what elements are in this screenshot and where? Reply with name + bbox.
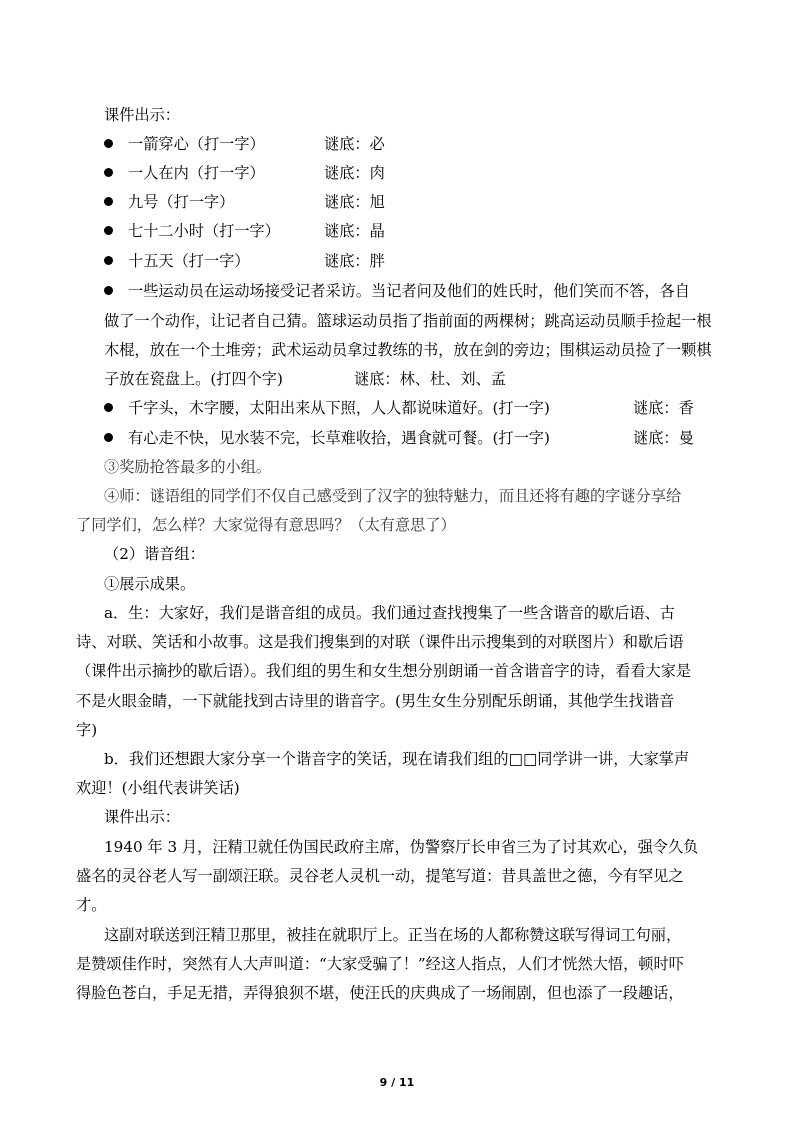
paragraph-line: 字) [76, 721, 98, 739]
paragraph-line: 不是火眼金睛，一下就能找到古诗里的谐音字。(男生女生分别配乐朗诵，其他学生找谐音 [76, 692, 675, 710]
paragraph-line: 欢迎！(小组代表讲笑话) [76, 779, 240, 797]
bullet-icon [104, 427, 128, 449]
paragraph-line: 做了一个动作，让记者自己猜。篮球运动员指了指前面的两棵树；跳高运动员顺手捡起一根 [104, 312, 712, 330]
paragraph-line: 木棍，放在一个土堆旁；武术运动员拿过教练的书，放在剑的旁边；围棋运动员捡了一颗棋 [104, 341, 712, 359]
riddle-answer: 谜底：胖 [324, 252, 385, 270]
paragraph-line: ④师：谜语组的同学们不仅自己感受到了汉字的独特魅力，而且还将有趣的字谜分享给 [104, 487, 682, 505]
riddle-answer: 谜底：必 [324, 135, 385, 153]
riddle-answer: 谜底：香 [633, 399, 694, 417]
list-item [104, 162, 265, 184]
paragraph-line: 子放在瓷盘上。(打四个字) [104, 370, 283, 388]
riddle-answer: 谜底：肉 [324, 164, 385, 182]
bullet-icon [104, 133, 128, 155]
list-item [104, 220, 280, 242]
paragraph-line: 1940 年 3 月，汪精卫就任伪国民政府主席，伪警察厅长申省三为了讨其欢心，强令久负 [104, 838, 699, 856]
paragraph-line: ①展示成果。 [104, 575, 196, 593]
paragraph-line: 这副对联送到汪精卫那里，被挂在就职厅上。正当在场的人都称赞这联写得词工句丽， [104, 926, 682, 944]
paragraph-line: 盛名的灵谷老人写一副颂汪联。灵谷老人灵机一动，提笔写道：昔具盖世之德，今有罕见之 [76, 867, 684, 885]
list-item [104, 280, 690, 302]
list-item [104, 250, 250, 272]
riddle-question: 七十二小时（打一字） [128, 222, 280, 240]
riddle-question: 千字头，木字腰，太阳出来从下照，人人都说味道好。(打一字) [128, 399, 550, 417]
kejian-label: 课件出示： [104, 808, 180, 826]
section-heading: （2）谐音组： [104, 545, 205, 563]
page-number: 9 / 11 [379, 1076, 415, 1089]
list-item [104, 191, 234, 213]
paragraph-line: b．我们还想跟大家分享一个谐音字的笑话，现在请我们组的□□同学讲一讲，大家掌声 [104, 750, 690, 768]
list-item [104, 397, 550, 419]
riddle-question: 十五天（打一字） [128, 252, 250, 270]
paragraph-line: 了同学们，怎么样？大家觉得有意思吗？（太有意思了） [76, 516, 456, 534]
paragraph-line: 诗、对联、笑话和小故事。这是我们搜集到的对联（课件出示搜集到的对联图片）和歇后语 [76, 633, 684, 651]
riddle-answer: 谜底：林、杜、刘、孟 [354, 370, 506, 388]
paragraph-line: 是赞颂佳作时，突然有人大声叫道：“大家受骗了！”经这人指点，人们才恍然大悟，顿时吓 [76, 955, 684, 973]
bullet-icon [104, 397, 128, 419]
paragraph-line: a．生：大家好，我们是谐音组的成员。我们通过查找搜集了一些含谐音的歇后语、古 [104, 604, 675, 622]
riddle-question: 有心走不快，见水装不完，长草难收拾，遇食就可餐。(打一字) [128, 429, 550, 447]
riddle-question: 九号（打一字） [128, 193, 235, 211]
list-item [104, 133, 265, 155]
paragraph-line: 得脸色苍白，手足无措，弄得狼狈不堪，使汪氏的庆典成了一场闹剧，但也添了一段趣话， [76, 984, 684, 1002]
riddle-answer: 谜底：旭 [324, 193, 385, 211]
paragraph-line: 一些运动员在运动场接受记者采访。当记者问及他们的姓氏时，他们笑而不答，各自 [128, 282, 690, 300]
bullet-icon [104, 220, 128, 242]
bullet-icon [104, 191, 128, 213]
riddle-answer: 谜底：曼 [633, 429, 694, 447]
riddle-question: 一箭穿心（打一字） [128, 135, 265, 153]
kejian-label: 课件出示： [104, 106, 180, 124]
list-item [104, 427, 550, 449]
bullet-icon [104, 250, 128, 272]
riddle-answer: 谜底：晶 [324, 222, 385, 240]
reward-line: ③奖励抢答最多的小组。 [104, 458, 272, 476]
riddle-question: 一人在内（打一字） [128, 164, 265, 182]
bullet-icon [104, 280, 128, 302]
paragraph-line: （课件出示摘抄的歇后语）。我们组的男生和女生想分别朗诵一首含谐音字的诗，看看大家是 [76, 662, 692, 680]
paragraph-line: 才。 [76, 896, 107, 914]
bullet-icon [104, 162, 128, 184]
